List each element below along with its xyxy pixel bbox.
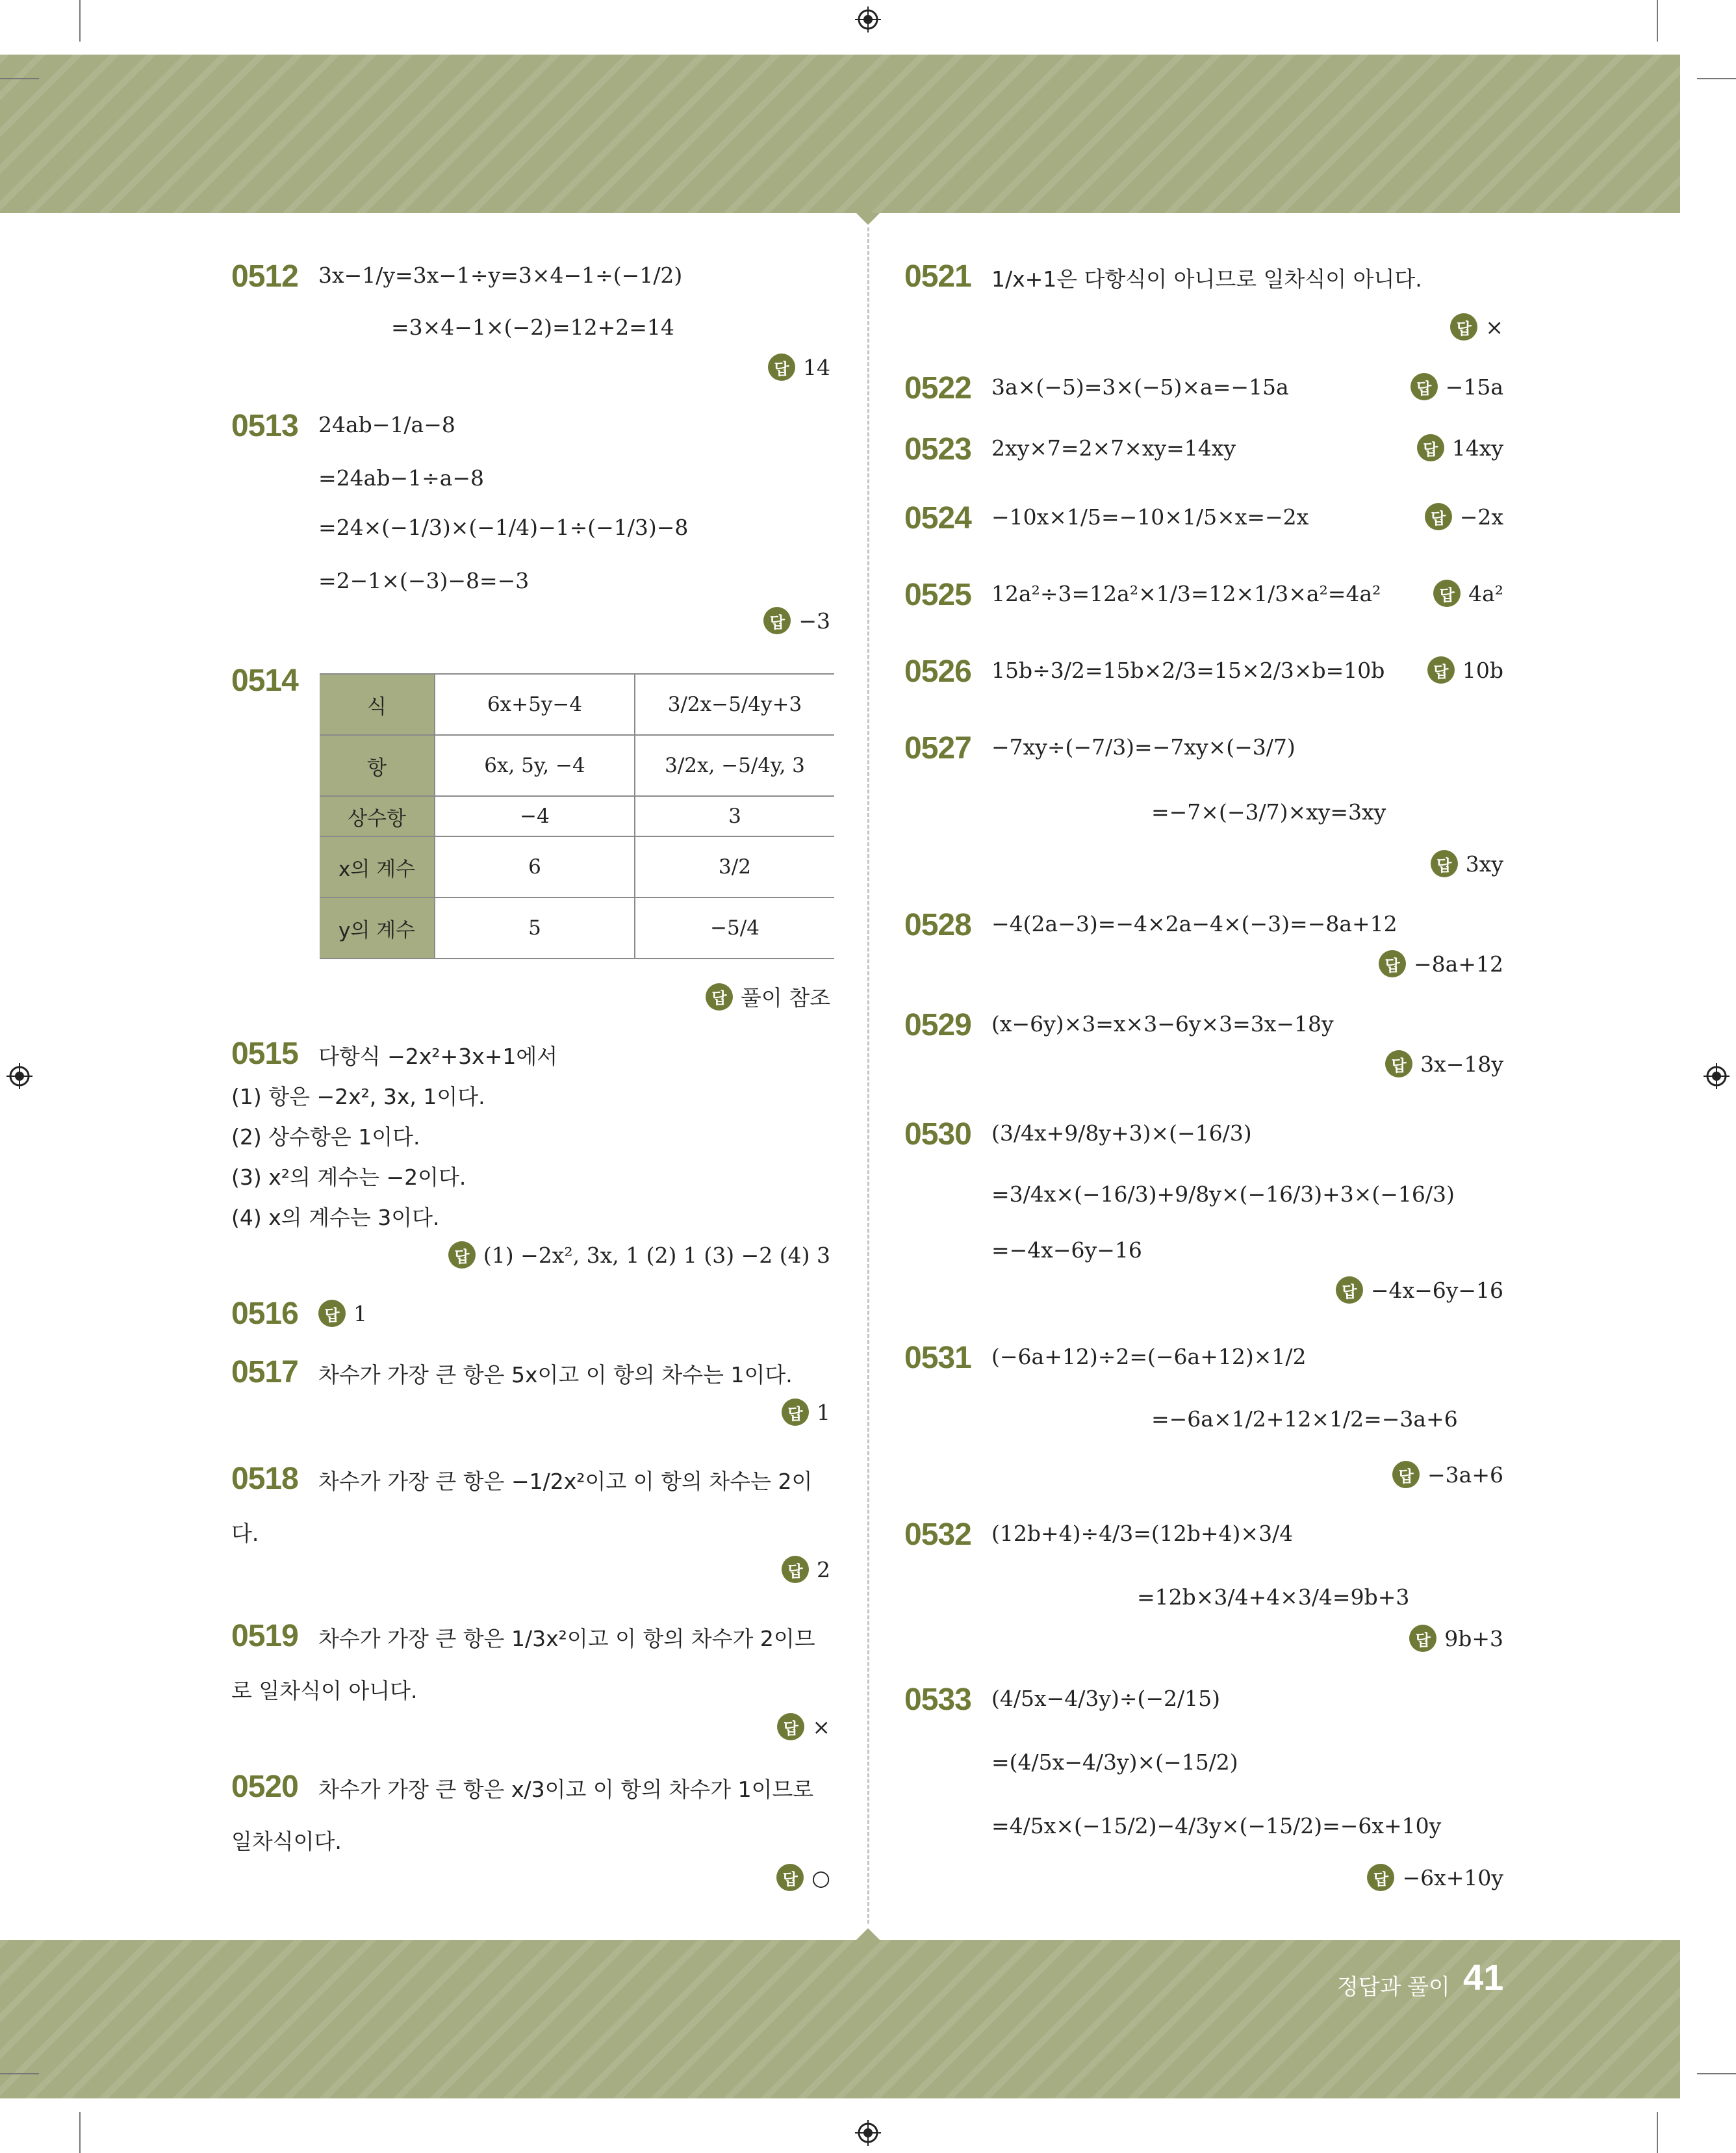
answer — [1425, 503, 1503, 530]
table-head-cell: y의 계수 — [320, 897, 435, 959]
answer-badge: 답 — [1392, 1461, 1420, 1488]
answer-badge: 답 — [1433, 580, 1461, 607]
answer-badge: 답 — [318, 1300, 346, 1327]
solution-line: =−6a×1/2+12×1/2=−3a+6 — [1151, 1406, 1458, 1432]
answer-badge: 답 — [763, 607, 791, 634]
answer-value: −2x — [1459, 504, 1503, 530]
answer — [1336, 1276, 1503, 1304]
solution-line: −10x×1/5=−10×1/5×x=−2x — [991, 504, 1309, 530]
answer — [768, 354, 830, 381]
answer-value: 3xy — [1465, 851, 1503, 877]
solution-line: (12b+4)÷4/3=(12b+4)×3/4 — [991, 1521, 1294, 1546]
problem-number: 0520 — [231, 1770, 298, 1804]
answer-badge: 답 — [782, 1556, 809, 1583]
solution-line: (2) 상수항은 1이다. — [231, 1124, 420, 1150]
footer-band — [0, 1940, 1680, 2098]
problem-number: 0533 — [904, 1682, 971, 1717]
answer-badge: 답 — [1450, 313, 1477, 341]
solution-line: (3) x²의 계수는 −2이다. — [231, 1165, 466, 1190]
solution-line: −4(2a−3)=−4×2a−4×(−3)=−8a+12 — [991, 911, 1398, 936]
solution-line: 다. — [231, 1521, 259, 1546]
crop-mark — [79, 2112, 81, 2153]
header-band — [0, 55, 1680, 213]
answer-value: 4a² — [1468, 580, 1503, 606]
answer — [706, 981, 830, 1012]
solution-line: (1) 항은 −2x², 3x, 1이다. — [231, 1084, 485, 1109]
problem-number: 0521 — [904, 259, 971, 294]
solution-line: =12b×3/4+4×3/4=9b+3 — [1137, 1584, 1410, 1610]
answer-badge: 답 — [777, 1713, 804, 1740]
answer-badge: 답 — [1409, 1625, 1436, 1652]
crop-mark — [0, 2073, 39, 2074]
problem-number: 0525 — [904, 578, 971, 612]
table-row — [320, 796, 834, 836]
solution-line: =3×4−1×(−2)=12+2=14 — [391, 315, 674, 340]
answer-value: 14xy — [1451, 435, 1503, 461]
solution-line: 15b÷3/2=15b×2/3=15×2/3×b=10b — [991, 658, 1385, 683]
problem-number: 0515 — [231, 1037, 298, 1071]
answer-value: −15a — [1445, 374, 1503, 400]
answer-value: ○ — [811, 1864, 830, 1890]
answer-badge: 답 — [1385, 1050, 1412, 1077]
answer — [1417, 434, 1503, 461]
table-head-cell: x의 계수 — [320, 836, 435, 897]
answer-badge: 답 — [768, 354, 795, 381]
problem-number: 0517 — [231, 1355, 298, 1389]
problem-number: 0530 — [904, 1117, 971, 1152]
solution-line: 1/x+1은 다항식이 아니므로 일차식이 아니다. — [991, 266, 1422, 292]
answer — [1392, 1461, 1503, 1488]
answer — [1367, 1864, 1503, 1891]
table-cell: −5/4 — [635, 897, 834, 959]
problem-number: 0527 — [904, 731, 971, 766]
answer-badge: 답 — [776, 1864, 804, 1891]
table-cell: 3/2x, −5/4y, 3 — [635, 735, 834, 796]
answer-badge: 답 — [1410, 373, 1438, 400]
problem-number: 0524 — [904, 501, 971, 535]
problem-number: 0512 — [231, 259, 298, 294]
header-notch — [856, 213, 880, 225]
answer — [1409, 1625, 1503, 1652]
registration-mark-icon — [855, 2120, 881, 2146]
terms-table — [320, 673, 834, 959]
table-head-cell: 식 — [320, 674, 435, 735]
answer-badge: 답 — [782, 1399, 809, 1426]
solution-line: (x−6y)×3=x×3−6y×3=3x−18y — [991, 1011, 1334, 1037]
solution-line: =24×(−1/3)×(−1/4)−1÷(−1/3)−8 — [318, 515, 689, 540]
table-cell: 3/2 — [635, 836, 834, 897]
crop-mark — [1657, 2112, 1658, 2153]
solution-line: =−4x−6y−16 — [991, 1237, 1142, 1263]
page-number: 41 — [1463, 1957, 1504, 1998]
problem-number: 0519 — [231, 1619, 298, 1653]
answer-value: −3 — [798, 608, 830, 634]
table-cell: 6x, 5y, −4 — [435, 735, 635, 796]
crop-mark — [1697, 78, 1736, 79]
solution-line: (−6a+12)÷2=(−6a+12)×1/2 — [991, 1344, 1307, 1369]
solution-line: 3x−1/y=3x−1÷y=3×4−1÷(−1/2) — [318, 263, 683, 288]
answer-badge: 답 — [1336, 1276, 1363, 1304]
solution-line: 3a×(−5)=3×(−5)×a=−15a — [991, 374, 1289, 400]
answer-value: (1) −2x², 3x, 1 (2) 1 (3) −2 (4) 3 — [483, 1242, 830, 1268]
answer — [1431, 850, 1503, 877]
problem-number: 0531 — [904, 1341, 971, 1375]
table-row — [320, 674, 834, 735]
answer-value: −3a+6 — [1427, 1462, 1503, 1488]
answer-badge: 답 — [1431, 850, 1458, 877]
answer — [1427, 656, 1503, 684]
answer-value: 9b+3 — [1444, 1625, 1503, 1651]
answer-value: 14 — [803, 354, 830, 380]
problem-number: 0516 — [231, 1296, 298, 1331]
solution-line: =4/5x×(−15/2)−4/3y×(−15/2)=−6x+10y — [991, 1813, 1442, 1838]
problem-number: 0514 — [231, 664, 298, 698]
footer-notch — [856, 1928, 880, 1940]
answer-value: −4x−6y−16 — [1370, 1277, 1503, 1303]
solution-line: 24ab−1/a−8 — [318, 412, 455, 437]
answer-badge: 답 — [448, 1241, 476, 1269]
table-cell: 5 — [435, 897, 635, 959]
answer-badge: 답 — [1427, 656, 1455, 684]
table-cell: 6x+5y−4 — [435, 674, 635, 735]
column-divider — [867, 227, 869, 1924]
problem-number: 0532 — [904, 1517, 971, 1552]
problem-number: 0522 — [904, 371, 971, 406]
crop-mark — [79, 0, 81, 42]
answer — [782, 1556, 830, 1583]
answer-badge: 답 — [1379, 950, 1406, 977]
answer-value: 1 — [353, 1300, 367, 1326]
solution-line: (4) x의 계수는 3이다. — [231, 1205, 440, 1230]
answer-badge: 답 — [1425, 503, 1452, 530]
solution-line: (4/5x−4/3y)÷(−2/15) — [991, 1686, 1221, 1711]
answer — [782, 1399, 830, 1426]
solution-line: =2−1×(−3)−8=−3 — [318, 568, 530, 593]
crop-mark — [0, 78, 39, 79]
table-row — [320, 836, 834, 897]
answer-value: × — [1485, 314, 1503, 340]
answer — [1410, 373, 1503, 400]
solution-line: 일차식이다. — [231, 1829, 342, 1854]
solution-line: 12a²÷3=12a²×1/3=12×1/3×a²=4a² — [991, 581, 1381, 606]
answer-value: −8a+12 — [1414, 951, 1503, 977]
answer-value: 1 — [817, 1399, 830, 1425]
problem-number: 0518 — [231, 1462, 298, 1496]
answer — [448, 1241, 830, 1269]
answer — [1385, 1050, 1503, 1077]
problem-number: 0526 — [904, 654, 971, 689]
solution-line: 차수가 가장 큰 항은 x/3이고 이 항의 차수가 1이므로 — [318, 1777, 814, 1802]
answer-value: × — [812, 1714, 830, 1740]
problem-number: 0528 — [904, 908, 971, 942]
footer-label: 정답과 풀이 — [1337, 1975, 1450, 2000]
table-head-cell: 항 — [320, 735, 435, 796]
solution-line: =(4/5x−4/3y)×(−15/2) — [991, 1749, 1238, 1775]
problem-number: 0523 — [904, 432, 971, 467]
solution-line: 로 일차식이 아니다. — [231, 1678, 418, 1703]
answer — [763, 607, 830, 634]
table-cell: −4 — [435, 796, 635, 836]
solution-line: −7xy÷(−7/3)=−7xy×(−3/7) — [991, 734, 1296, 760]
table-cell: 3/2x−5/4y+3 — [635, 674, 834, 735]
solution-line: 차수가 가장 큰 항은 1/3x²이고 이 항의 차수가 2이므 — [318, 1626, 815, 1651]
answer-badge: 답 — [706, 983, 733, 1011]
solution-line: 차수가 가장 큰 항은 −1/2x²이고 이 항의 차수는 2이 — [318, 1469, 813, 1494]
answer — [318, 1300, 367, 1327]
answer — [776, 1864, 830, 1891]
crop-mark — [1697, 2073, 1736, 2074]
solution-line: 다항식 −2x²+3x+1에서 — [318, 1044, 558, 1069]
solution-line: =−7×(−3/7)×xy=3xy — [1151, 799, 1386, 825]
answer — [1379, 950, 1503, 977]
answer — [777, 1713, 830, 1740]
answer — [1450, 313, 1503, 341]
registration-mark-icon — [1704, 1063, 1730, 1089]
solution-line: (3/4x+9/8y+3)×(−16/3) — [991, 1120, 1252, 1146]
answer-badge: 답 — [1367, 1864, 1394, 1891]
answer-badge: 답 — [1417, 434, 1444, 461]
answer-value: 풀이 참조 — [740, 985, 830, 1011]
answer — [1433, 580, 1503, 607]
solution-line: 차수가 가장 큰 항은 5x이고 이 항의 차수는 1이다. — [318, 1362, 793, 1387]
answer-value: 2 — [817, 1556, 830, 1582]
table-cell: 3 — [635, 796, 834, 836]
solution-line: =3/4x×(−16/3)+9/8y×(−16/3)+3×(−16/3) — [991, 1181, 1455, 1207]
solution-line: 2xy×7=2×7×xy=14xy — [991, 435, 1236, 461]
answer-value: 10b — [1462, 657, 1503, 683]
answer-value: −6x+10y — [1402, 1864, 1503, 1890]
answer-value: 3x−18y — [1420, 1051, 1503, 1077]
problem-number: 0529 — [904, 1008, 971, 1042]
table-cell: 6 — [435, 836, 635, 897]
solution-line: =24ab−1÷a−8 — [318, 465, 485, 491]
crop-mark — [1657, 0, 1658, 42]
registration-mark-icon — [6, 1063, 32, 1089]
table-head-cell: 상수항 — [320, 796, 435, 836]
registration-mark-icon — [855, 6, 881, 32]
table-row — [320, 735, 834, 796]
table-row — [320, 897, 834, 959]
problem-number: 0513 — [231, 409, 298, 443]
